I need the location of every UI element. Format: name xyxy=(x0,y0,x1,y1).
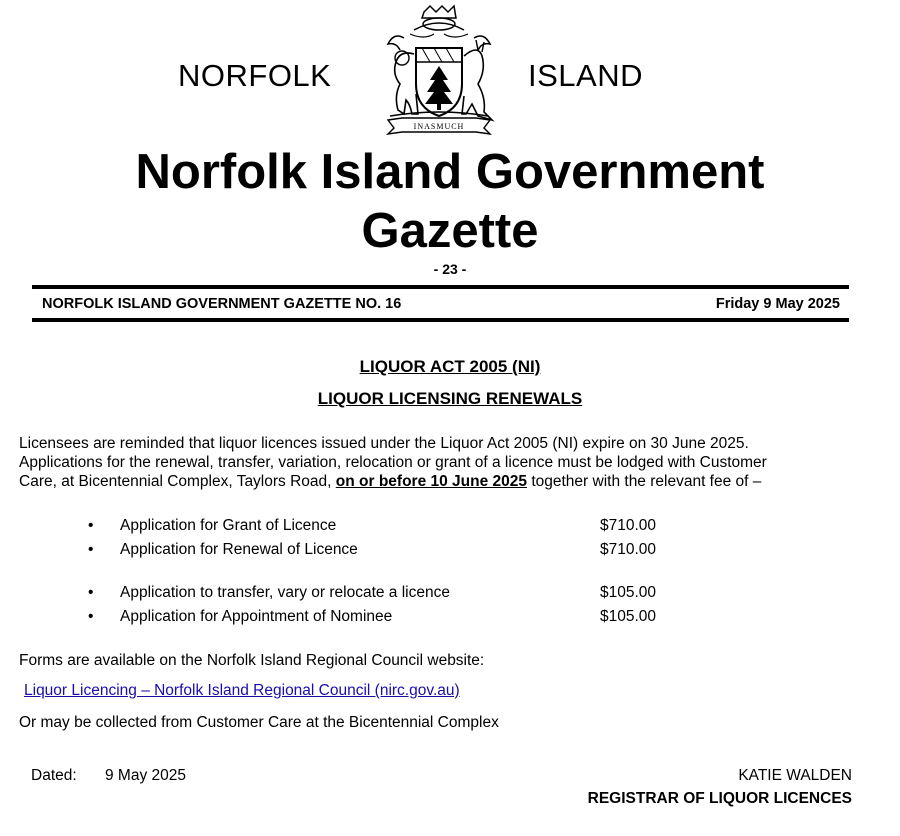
fee-label: Application to transfer, vary or relocate a licence xyxy=(120,584,450,601)
deadline-text: on or before 10 June 2025 xyxy=(335,473,528,490)
fee-item xyxy=(0,608,900,632)
fee-label: Application for Grant of Licence xyxy=(120,517,337,534)
bullet-icon: • xyxy=(88,541,94,558)
fee-item xyxy=(0,541,900,565)
collect-text: Or may be collected from Customer Care at the Bicentennial Complex xyxy=(19,714,499,731)
dated-value: 9 May 2025 xyxy=(105,767,186,784)
heading-act: LIQUOR ACT 2005 (NI) xyxy=(359,357,541,376)
masthead-left-word: NORFOLK xyxy=(178,58,332,93)
fee-label: Application for Renewal of Licence xyxy=(120,541,358,558)
dated-label: Dated: xyxy=(31,767,77,784)
liquor-licencing-link[interactable]: Liquor Licencing – Norfolk Island Regional Council (nirc.gov.au) xyxy=(24,682,460,699)
crest-motto: INASMUCH xyxy=(413,122,465,131)
bullet-icon: • xyxy=(88,517,94,534)
masthead-right-word: ISLAND xyxy=(528,58,643,93)
gazette-date: Friday 9 May 2025 xyxy=(715,296,840,312)
coat-of-arms-icon xyxy=(374,4,504,136)
gazette-number: NORFOLK ISLAND GOVERNMENT GAZETTE NO. 16 xyxy=(42,296,402,312)
gazette-title-line2: Gazette xyxy=(361,204,539,258)
fee-amount: $105.00 xyxy=(600,608,657,625)
fee-item xyxy=(0,584,900,608)
forms-text: Forms are available on the Norfolk Island Regional Council website: xyxy=(19,652,485,669)
gazette-title-line1: Norfolk Island Government xyxy=(135,145,765,199)
para-line1: Licensees are reminded that liquor licences issued under the Liquor Act 2005 (NI) expire on 30 June 2025. xyxy=(19,435,749,452)
bullet-icon: • xyxy=(88,608,94,625)
fee-item xyxy=(0,517,900,541)
fee-amount: $710.00 xyxy=(600,517,657,534)
heading-renewals: LIQUOR LICENSING RENEWALS xyxy=(317,389,583,408)
para-line3-tail: together with the relevant fee of – xyxy=(531,473,762,490)
fee-amount: $105.00 xyxy=(600,584,657,601)
top-rule xyxy=(32,285,849,289)
para-line3-text: Care, at Bicentennial Complex, Taylors Road, xyxy=(19,473,332,490)
bullet-icon: • xyxy=(88,584,94,601)
notice-paragraph xyxy=(19,434,849,491)
bottom-rule xyxy=(32,318,849,322)
page-number: - 23 - xyxy=(433,261,467,277)
para-line2: Applications for the renewal, transfer, variation, relocation or grant of a licence must be lodged with Customer xyxy=(19,454,767,471)
fee-label: Application for Appointment of Nominee xyxy=(120,608,393,625)
fee-amount: $710.00 xyxy=(600,541,657,558)
signatory-name: KATIE WALDEN xyxy=(738,767,852,784)
para-line3 xyxy=(19,472,849,491)
signatory-title: REGISTRAR OF LIQUOR LICENCES xyxy=(587,790,852,807)
